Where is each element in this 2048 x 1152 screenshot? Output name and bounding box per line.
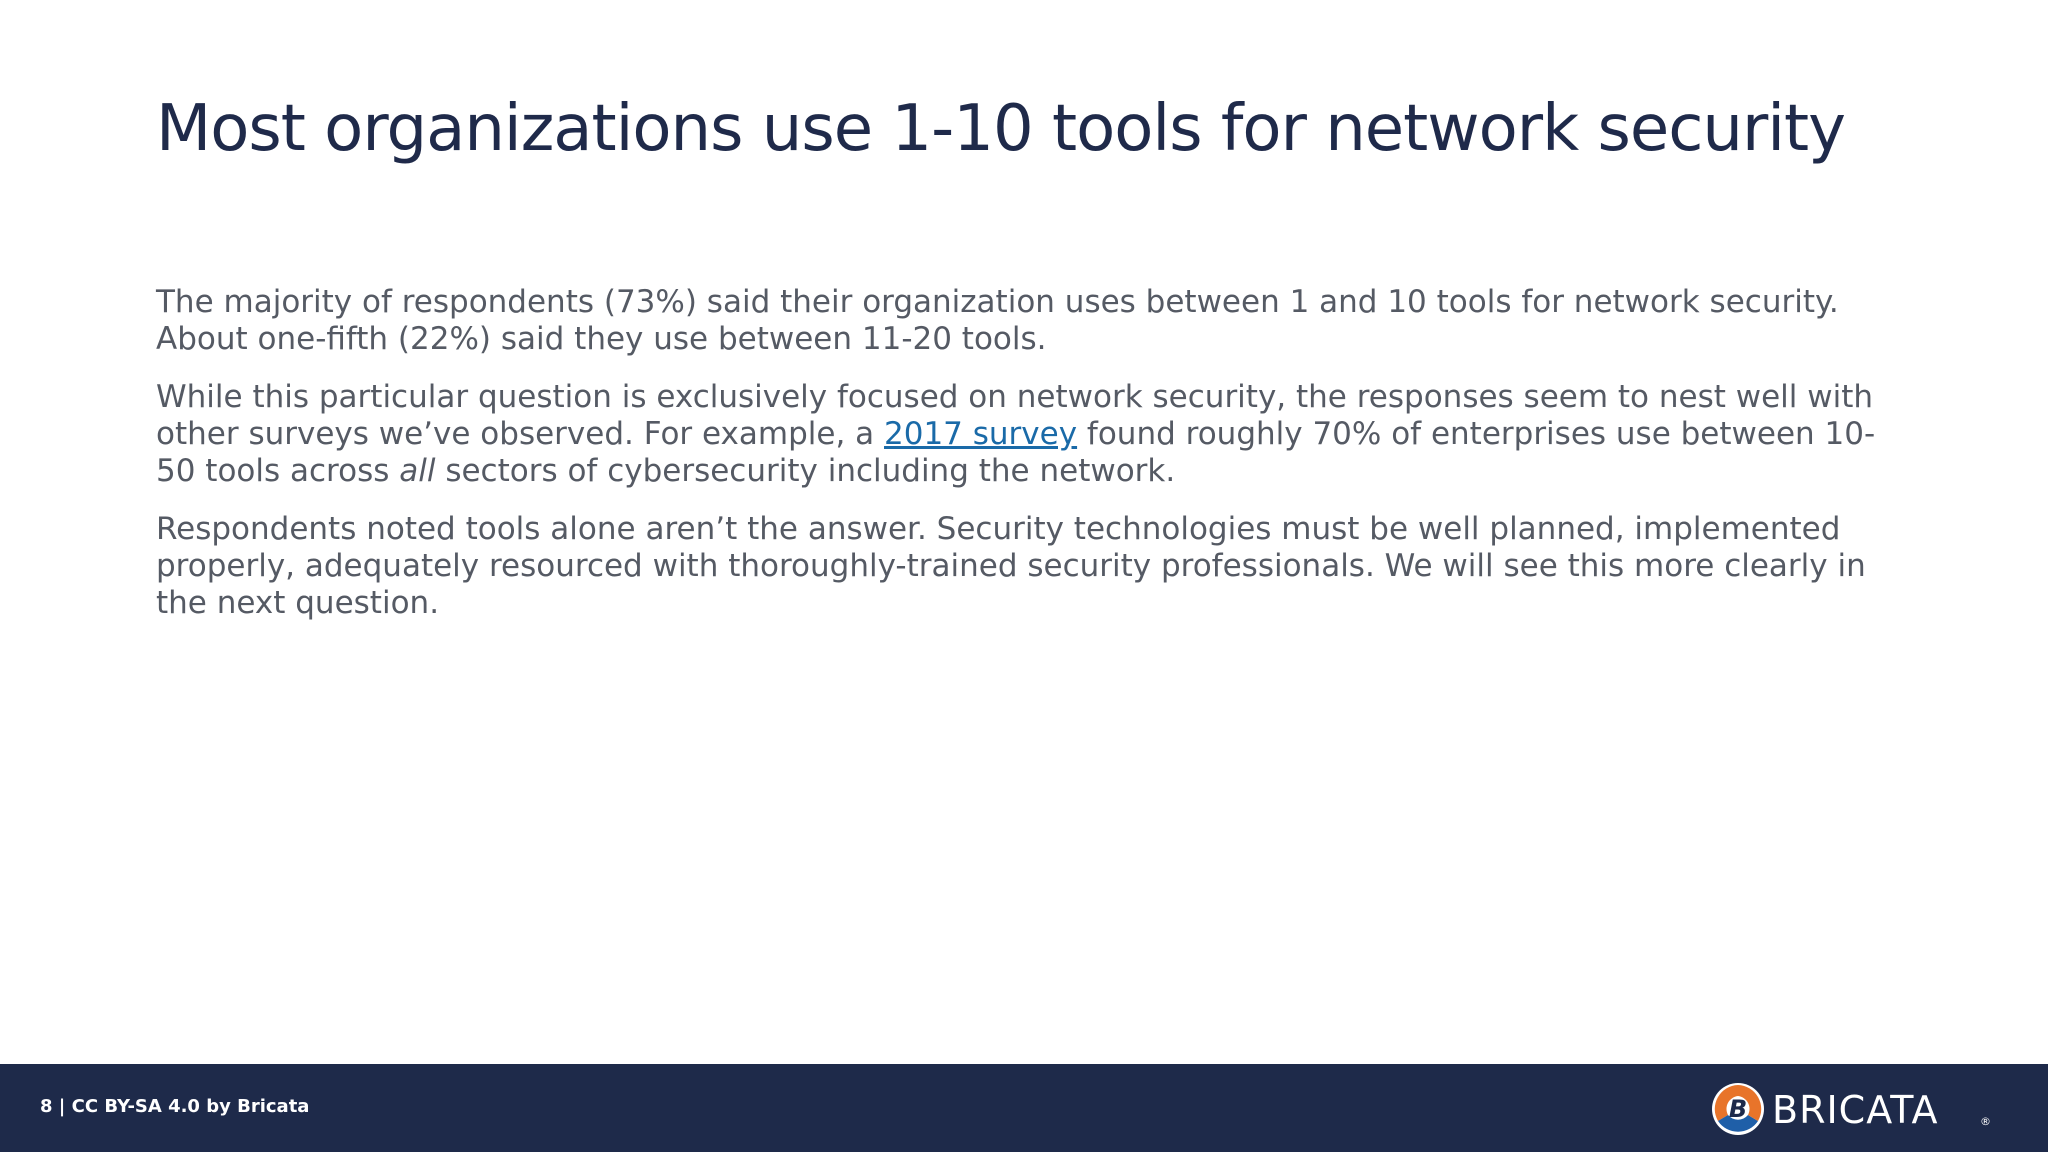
paragraph-1: The majority of respondents (73%) said their organization uses between 1 and 10 tools for network security. About one-fifth (22%) said they use between 11-20 tools. [156, 284, 1839, 357]
logo-wordmark: BRICATA [1772, 1088, 1939, 1132]
paragraph-2-text-b: found roughly 70% of enterprises use between 10-50 tools across [156, 416, 1876, 489]
registered-mark: ® [1980, 1115, 1991, 1128]
paragraph-3: Respondents noted tools alone aren’t the answer. Security technologies must be well planned, implemented properly, adequately resourced with thoroughly-trained security professionals. We will see this more clearly in the next question. [156, 511, 1866, 621]
slide-title: Most organizations use 1-10 tools for network security [156, 92, 1845, 166]
survey-link[interactable]: 2017 survey [884, 416, 1078, 452]
paragraph-2-italic: all [399, 453, 436, 489]
bricata-b-logo-icon [1710, 1081, 1766, 1137]
paragraph-2-text-a: While this particular question is exclusively focused on network security, the responses seem to nest well with other surveys we’ve observed. For example, a [156, 379, 1874, 452]
footer-bar [0, 1064, 2048, 1152]
svg-text:B: B [1728, 1095, 1748, 1123]
paragraph-2-text-c: sectors of cybersecurity including the network. [435, 453, 1176, 489]
bricata-logo [1710, 1081, 2010, 1137]
slide-body [156, 284, 1896, 643]
paragraph-2 [156, 379, 1896, 490]
footer-credit: 8 | CC BY-SA 4.0 by Bricata [40, 1096, 310, 1117]
